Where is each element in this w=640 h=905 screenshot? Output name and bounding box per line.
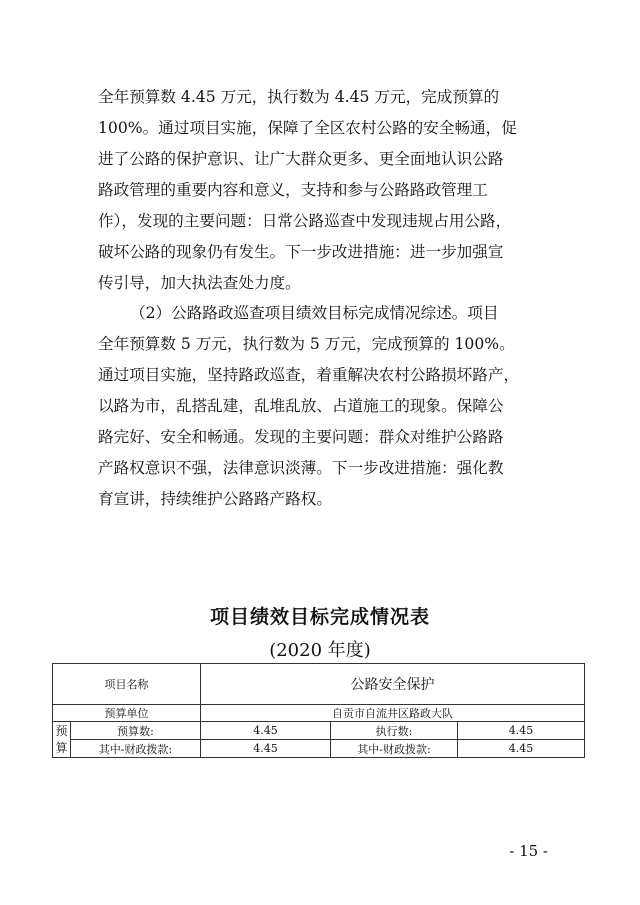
- text-line: 100%。通过项目实施，保障了全区农村公路的安全畅通，促: [98, 119, 517, 137]
- project-name-label: 项目名称: [53, 664, 201, 705]
- text-line: 破坏公路的现象仍有发生。下一步改进措施：进一步加强宣: [98, 243, 504, 261]
- fiscal-budget-label: 其中-财政拨款:: [71, 740, 201, 758]
- table-row: [53, 705, 585, 722]
- table-title: 项目绩效目标完成情况表: [209, 606, 430, 628]
- text-line: （2）公路路政巡查项目绩效目标完成情况综述。项目: [130, 304, 499, 322]
- text-line: 全年预算数 5 万元，执行数为 5 万元，完成预算的 100%。: [98, 335, 515, 353]
- paragraph-project-summary-1: [98, 82, 548, 299]
- performance-table: [52, 663, 585, 758]
- fiscal-exec-label: 其中-财政拨款:: [331, 740, 458, 758]
- text-line: 路政管理的重要内容和意义，支持和参与公路路政管理工: [98, 181, 488, 199]
- text-line: 通过项目实施，坚持路政巡查，着重解决农村公路损坏路产，: [98, 366, 520, 384]
- exec-label: 执行数:: [331, 722, 458, 740]
- text-line: 传引导，加大执法查处力度。: [98, 274, 301, 292]
- text-line: 产路权意识不强，法律意识淡薄。下一步改进措施：强化教: [98, 459, 504, 477]
- text-line: 育宣讲，持续维护公路路产路权。: [98, 490, 332, 508]
- exec-value: 4.45: [458, 722, 585, 740]
- paragraph-project-summary-2: [98, 298, 548, 515]
- budget-value: 4.45: [201, 722, 331, 740]
- budget-unit-label: 预算单位: [53, 705, 201, 722]
- table-row: [53, 740, 585, 758]
- text-line: 作），发现的主要问题：日常公路巡查中发现违规占用公路，: [98, 212, 512, 230]
- fiscal-budget-value: 4.45: [201, 740, 331, 758]
- fiscal-exec-value: 4.45: [458, 740, 585, 758]
- text-line: 进了公路的保护意识、让广大群众更多、更全面地认识公路: [98, 150, 504, 168]
- budget-side-label: 预 算: [53, 722, 71, 758]
- project-name-value: 公路安全保护: [201, 664, 585, 705]
- text-line: 以路为市，乱搭乱建，乱堆乱放、占道施工的现象。保障公: [98, 397, 504, 415]
- text-line: 全年预算数 4.45 万元，执行数为 4.45 万元，完成预算的: [98, 88, 500, 106]
- table-row: [53, 664, 585, 705]
- budget-unit-value: 自贡市自流井区路政大队: [201, 705, 585, 722]
- table-row: [53, 722, 585, 740]
- table-subtitle: (2020 年度): [269, 640, 371, 661]
- page-number: - 15 -: [509, 842, 548, 860]
- text-line: 路完好、安全和畅通。发现的主要问题：群众对维护公路路: [98, 428, 504, 446]
- budget-label: 预算数:: [71, 722, 201, 740]
